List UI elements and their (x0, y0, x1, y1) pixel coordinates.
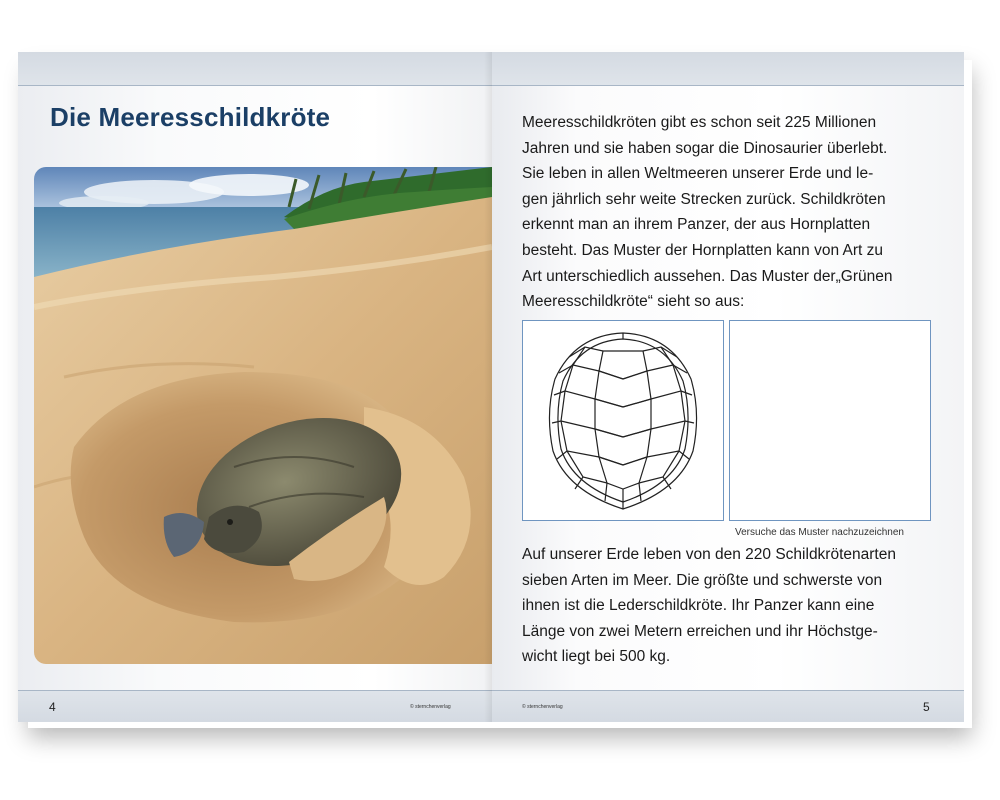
text-line: Jahren und sie haben sogar die Dinosaurier überlebt. (522, 139, 888, 157)
drawing-caption: Versuche das Muster nachzuzeichnen (735, 527, 904, 538)
text-line: erkennt man an ihrem Panzer, der aus Hornplatten (522, 216, 871, 234)
text-line: sieben Arten im Meer. Die größte und schwerste von (522, 571, 883, 589)
left-page (18, 52, 492, 722)
sea-turtle-photo (34, 167, 492, 664)
text-line: Meeresschildkröte“ sieht so aus: (522, 293, 745, 311)
page-number-right: 5 (923, 700, 930, 714)
text-line: ihnen ist die Lederschildkröte. Ihr Panzer kann eine (522, 597, 875, 615)
turtle-shell-drawing (523, 321, 723, 520)
top-band (492, 52, 964, 86)
drawing-box[interactable] (729, 320, 931, 521)
paragraph-intro (522, 110, 942, 315)
text-line: Auf unserer Erde leben von den 220 Schildkrötenarten (522, 546, 896, 563)
right-page (492, 52, 964, 722)
top-band (18, 52, 492, 86)
text-line: Sie leben in allen Weltmeeren unserer Erde und le- (522, 165, 874, 183)
text-line: wicht liegt bei 500 kg. (522, 648, 671, 666)
shell-pattern-box (522, 320, 724, 521)
text-line: Art unterschiedlich aussehen. Das Muster der„Grünen (522, 267, 893, 285)
publisher-left: © sternchenverlag (410, 704, 451, 710)
page-title: Die Meeresschildkröte (50, 102, 331, 132)
text-line: Länge von zwei Metern erreichen und ihr Höchstge- (522, 622, 878, 640)
page-number-left: 4 (49, 700, 56, 714)
paragraph-facts (522, 542, 942, 670)
publisher-right: © sternchenverlag (522, 704, 563, 710)
text-line: gen jährlich sehr weite Strecken zurück. Schildkröten (522, 190, 886, 208)
text-line: Meeresschildkröten gibt es schon seit 225 Millionen (522, 114, 877, 131)
text-line: besteht. Das Muster der Hornplatten kann von Art zu (522, 241, 883, 259)
